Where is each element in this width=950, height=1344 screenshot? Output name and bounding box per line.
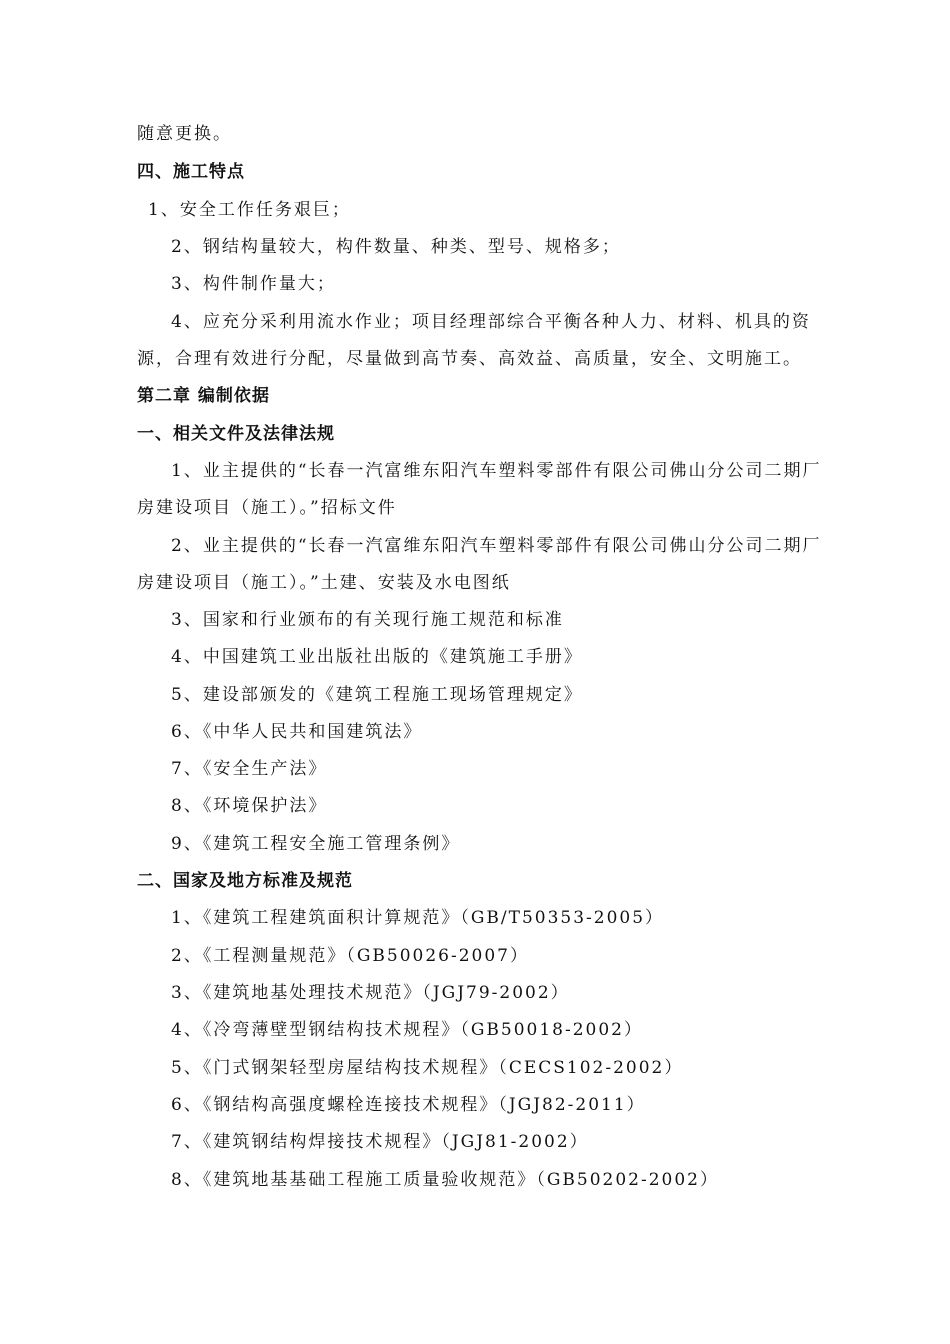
list-item: 5、《门式钢架轻型房屋结构技术规程》（CECS102-2002） (171, 1058, 684, 1078)
list-item: 1、业主提供的“长春一汽富维东阳汽车塑料零部件有限公司佛山分公司二期厂 (171, 461, 822, 481)
list-item: 5、建设部颁发的《建筑工程施工现场管理规定》 (171, 685, 583, 705)
list-item: 1、《建筑工程建筑面积计算规范》（GB/T50353-2005） (171, 908, 665, 928)
list-item-continuation: 源，合理有效进行分配，尽量做到高节奏、高效益、高质量，安全、文明施工。 (137, 349, 802, 369)
continuation-text: 随意更换。 (137, 124, 232, 144)
list-item: 4、《冷弯薄壁型钢结构技术规程》（GB50018-2002） (171, 1020, 643, 1040)
list-item-continuation: 房建设项目（施工）。”土建、安装及水电图纸 (137, 573, 511, 593)
list-item: 3、构件制作量大； (171, 274, 336, 294)
list-item-continuation: 房建设项目（施工）。”招标文件 (137, 498, 397, 518)
list-item: 8、《环境保护法》 (171, 796, 328, 816)
list-item: 4、中国建筑工业出版社出版的《建筑施工手册》 (171, 647, 583, 667)
section-heading: 四、施工特点 (137, 162, 245, 182)
section-heading: 二、国家及地方标准及规范 (137, 871, 353, 891)
list-item: 3、《建筑地基处理技术规范》（JGJ79-2002） (171, 983, 570, 1003)
chapter-heading: 第二章 编制依据 (137, 386, 270, 406)
list-item: 8、《建筑地基基础工程施工质量验收规范》（GB50202-2002） (171, 1170, 719, 1190)
list-item: 4、应充分采利用流水作业；项目经理部综合平衡各种人力、材料、机具的资 (171, 312, 811, 332)
list-item: 2、业主提供的“长春一汽富维东阳汽车塑料零部件有限公司佛山分公司二期厂 (171, 536, 822, 556)
list-item: 2、钢结构量较大，构件数量、种类、型号、规格多； (171, 237, 621, 257)
list-item: 7、《建筑钢结构焊接技术规程》（JGJ81-2002） (171, 1132, 589, 1152)
list-item: 1、安全工作任务艰巨； (148, 200, 351, 220)
list-item: 7、《安全生产法》 (171, 759, 328, 779)
list-item: 2、《工程测量规范》（GB50026-2007） (171, 946, 529, 966)
list-item: 6、《中华人民共和国建筑法》 (171, 722, 423, 742)
list-item: 6、《钢结构高强度螺栓连接技术规程》（JGJ82-2011） (171, 1095, 646, 1115)
list-item: 9、《建筑工程安全施工管理条例》 (171, 834, 461, 854)
section-heading: 一、相关文件及法律法规 (137, 424, 335, 444)
list-item: 3、国家和行业颁布的有关现行施工规范和标准 (171, 610, 564, 630)
